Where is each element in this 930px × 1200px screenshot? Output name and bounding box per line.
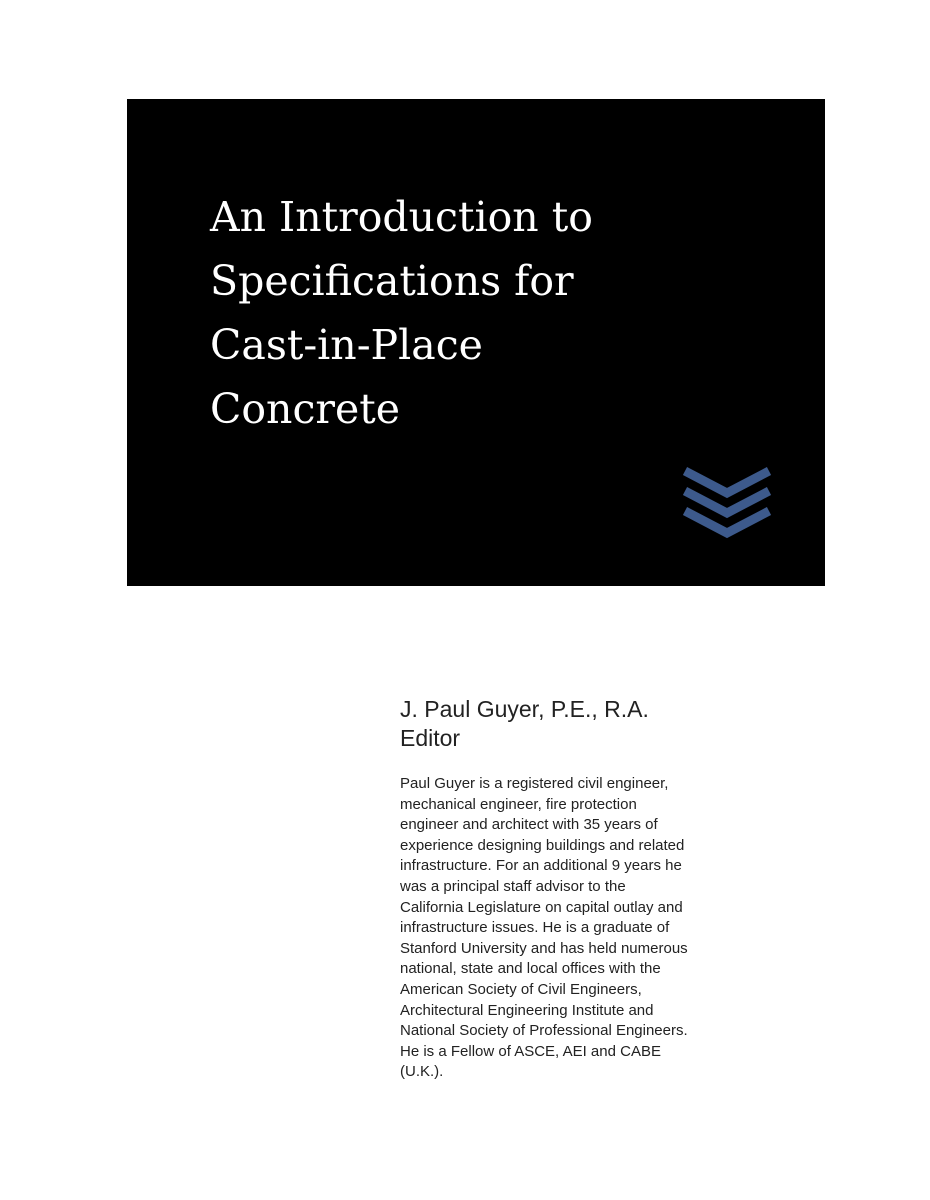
book-title-line: An Introduction to: [210, 193, 593, 241]
author-bio-line: National Society of Professional Engineers.: [400, 1022, 688, 1040]
author-bio-line: was a principal staff advisor to the: [400, 877, 626, 895]
author-bio-line: mechanical engineer, fire protection: [400, 795, 637, 813]
book-title-line: Specifications for: [210, 257, 574, 305]
chevron-stroke: [685, 471, 769, 493]
author-name: J. Paul Guyer, P.E., R.A.: [400, 696, 649, 722]
book-title: [210, 185, 790, 441]
triple-chevron-down-icon: [679, 463, 775, 543]
author-bio-line: engineer and architect with 35 years of: [400, 816, 658, 834]
author-bio-line: experience designing buildings and related: [400, 836, 685, 854]
author-bio-line: infrastructure issues. He is a graduate of: [400, 919, 670, 937]
author-bio-line: national, state and local offices with the: [400, 960, 661, 978]
cover-panel: [127, 99, 825, 586]
author-bio-line: American Society of Civil Engineers,: [400, 980, 642, 998]
author-bio-line: He is a Fellow of ASCE, AEI and CABE: [400, 1042, 661, 1060]
author-role: Editor: [400, 725, 461, 751]
author-bio-line: Stanford University and has held numerous: [400, 939, 688, 957]
author-block: [400, 695, 800, 751]
book-title-line: Cast-in-Place: [210, 321, 483, 369]
author-bio-line: (U.K.).: [400, 1063, 444, 1081]
author-bio-line: infrastructure. For an additional 9 years he: [400, 857, 682, 875]
book-title-line: Concrete: [210, 385, 401, 433]
author-bio-line: Paul Guyer is a registered civil engineer,: [400, 775, 669, 792]
author-bio-line: Architectural Engineering Institute and: [400, 1001, 654, 1019]
author-bio: [400, 774, 800, 1083]
author-bio-line: California Legislature on capital outlay and: [400, 898, 683, 916]
